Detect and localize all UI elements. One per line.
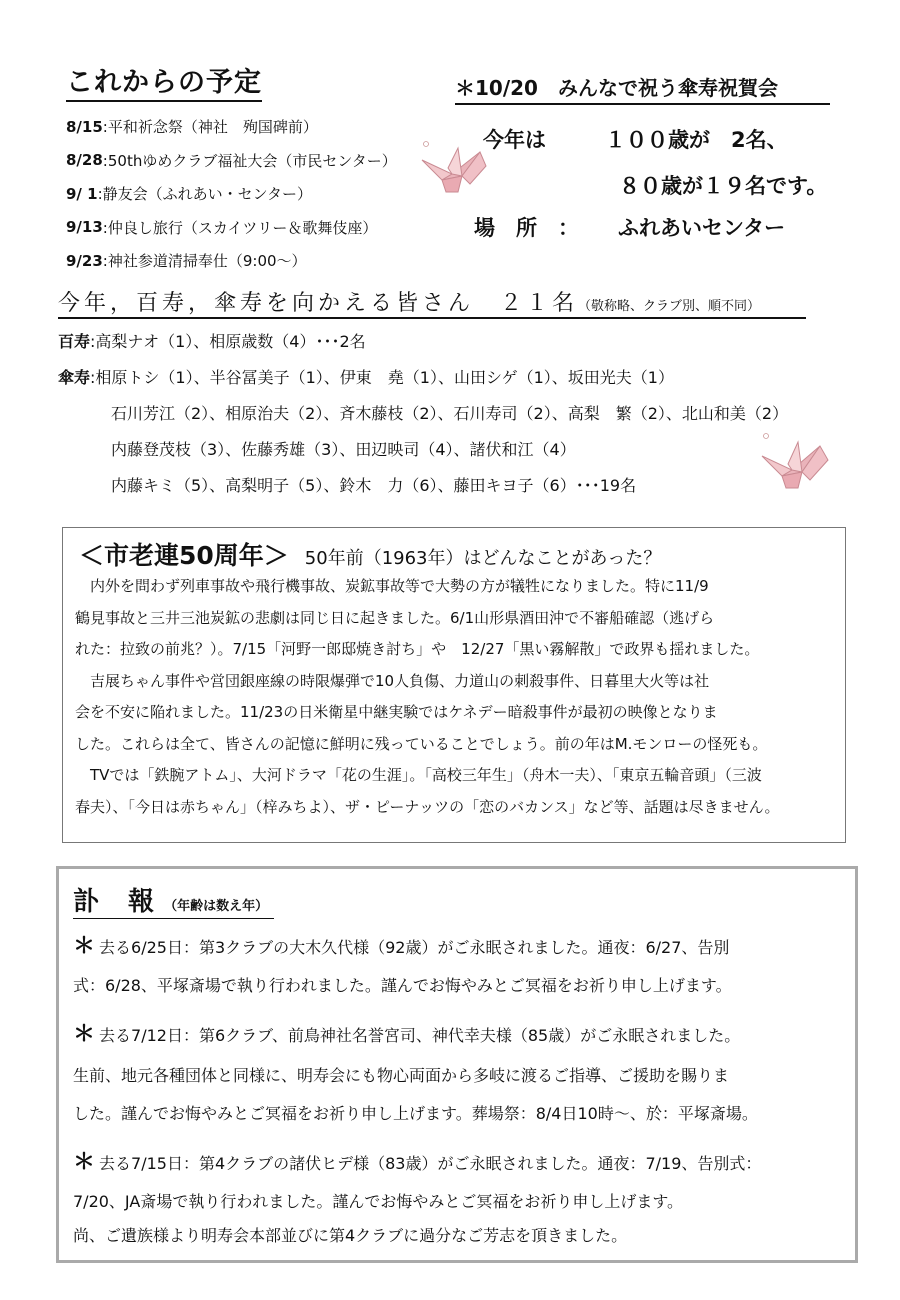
schedule-date: 9/13 — [66, 218, 103, 237]
obituary-box — [56, 866, 858, 1263]
schedule-item — [66, 177, 446, 211]
anniversary-body — [75, 570, 839, 822]
sanju-row — [58, 466, 858, 502]
schedule-item — [66, 244, 446, 278]
anniversary-line: 鶴見事故と三井三池炭鉱の悲劇は同じ日に起きました。6/1山形県酒田沖で不審船確認（逃げら — [75, 608, 715, 627]
schedule-item — [66, 144, 446, 178]
anniversary-subtitle: 50年前（1963年）はどんなことがあった？ — [304, 548, 662, 569]
anniversary-line: 会を不安に陥れました。11/23の日米衛星中継実験ではケネデー暗殺事件が最初の映像となりま — [75, 703, 718, 722]
paper-crane-icon — [418, 140, 490, 198]
schedule-text: :平和祈念祭（神社 殉国碑前） — [102, 118, 318, 137]
schedule-text: :50thゆめクラブ福祉大会（市民センター） — [102, 151, 397, 170]
event-line-label: 今年は — [483, 128, 546, 152]
event-place-value: ふれあいセンター — [618, 216, 786, 240]
sanju-row — [58, 430, 858, 466]
sanju-names: 内藤登茂枝（3）、佐藤秀雄（3）、田辺映司（4）、諸伏和江（4） — [111, 439, 576, 459]
hyakuju-label: 百寿 — [58, 331, 91, 351]
anniversary-title-row — [79, 536, 661, 572]
schedule-date: 9/23 — [66, 251, 103, 270]
event-heading: ＊10/20 みんなで祝う傘寿祝賀会 — [455, 72, 830, 105]
event-line-eighty-count: ８０歳が１９名です。 — [619, 174, 828, 198]
celebrants-heading-note: （敬称略、クラブ別、順不同） — [578, 299, 761, 314]
obituary-text: 去る7/12日：第6クラブ、前鳥神社名誉宮司、神代幸夫様（85歳）がご永眠されました。 — [99, 1026, 741, 1045]
sanju-names: 石川芳江（2）、相原治夫（2）、斉木藤枝（2）、石川寿司（2）、高梨 繁（2）、北山和美（2） — [111, 403, 789, 423]
hyakuju-row — [58, 322, 858, 358]
obituary-entry-line — [73, 929, 729, 960]
anniversary-line: 内外を問わず列車事故や飛行機事故、炭鉱事故等で大勢の方が犠牲になりました。特に11/9 — [75, 577, 709, 596]
obituary-entry-line: 尚、ご遺族様より明寿会本部並びに第4クラブに過分なご芳志を頂きました。 — [73, 1226, 628, 1245]
schedule-item — [66, 211, 446, 245]
asterisk-icon: ＊ — [73, 1150, 96, 1175]
anniversary-line: 春夫）、「今日は赤ちゃん」（梓みちよ）、ザ・ピーナッツの「恋のバカンス」など等、話題は尽きません。 — [75, 797, 780, 816]
schedule-heading: これからの予定 — [66, 60, 262, 102]
sanju-names: :相原トシ（1）、半谷冨美子（1）、伊東 堯（1）、山田シゲ（1）、坂田光夫（1） — [90, 367, 674, 387]
anniversary-line: した。これらは全て、皆さんの記憶に鮮明に残っていることでしょう。前の年はM.モンローの怪死も。 — [75, 734, 768, 753]
obituary-note: （年齢は数え年） — [164, 899, 269, 914]
schedule-text: :静友会（ふれあい・センター） — [97, 185, 313, 204]
obituary-title: 訃 報 — [73, 887, 165, 917]
obituary-entry-line: した。謹んでお悔やみとご冥福をお祈り申し上げます。葬場祭：8/4日10時〜、於：平塚斎場。 — [73, 1104, 758, 1123]
schedule-item — [66, 110, 446, 144]
sanju-names: 内藤キミ（5）、高梨明子（5）、鈴木 力（6）、藤田キヨ子（6）･･･19名 — [111, 475, 637, 495]
sanju-label: 傘寿 — [58, 367, 91, 387]
schedule-date: 8/15 — [66, 117, 103, 136]
schedule-text: :仲良し旅行（スカイツリー＆歌舞伎座） — [102, 218, 378, 237]
obituary-entry-line: 式：6/28、平塚斎場で執り行われました。謹んでお悔やみとご冥福をお祈り申し上げます。 — [73, 976, 732, 995]
celebrants-heading-text: 今年，百寿，傘寿を向かえる皆さん ２１名 — [58, 291, 579, 316]
event-place-label: 場 所 ： — [474, 216, 579, 240]
obituary-text: 去る7/15日：第4クラブの諸伏ヒデ様（83歳）がご永眠されました。通夜：7/19、告別式： — [99, 1154, 762, 1173]
schedule-date: 9/ 1 — [66, 184, 98, 203]
hyakuju-names: :高梨ナオ（1）、相原歳数（4）･･･2名 — [90, 331, 366, 351]
event-line-centenarian-count: １００歳が 2名、 — [605, 128, 788, 152]
sanju-row — [58, 394, 858, 430]
obituary-entry-line — [73, 1145, 761, 1176]
anniversary-line: TVでは「鉄腕アトム」、大河ドラマ「花の生涯」。「高校三年生」（舟木一夫）、「東京五輪音頭」（三波 — [75, 766, 762, 785]
obituary-entry-line: 生前、地元各種団体と同様に、明寿会にも物心両面から多岐に渡るご指導、ご援助を賜りま — [73, 1066, 730, 1085]
asterisk-icon: ＊ — [73, 934, 96, 959]
asterisk-icon: ＊ — [73, 1022, 96, 1047]
celebrants-list — [58, 322, 858, 502]
anniversary-title: ＜市老連50周年＞ — [79, 541, 289, 570]
schedule-text: :神社参道清掃奉仕（9:00〜） — [102, 252, 307, 271]
schedule-date: 8/28 — [66, 151, 103, 170]
obituary-entry-line: 7/20、JA斎場で執り行われました。謹んでお悔やみとご冥福をお祈り申し上げます。 — [73, 1192, 684, 1211]
anniversary-line: 吉展ちゃん事件や営団銀座線の時限爆弾で10人負傷、力道山の刺殺事件、日暮里大火等は社 — [75, 671, 710, 690]
schedule-list — [66, 110, 446, 278]
paper-crane-icon — [760, 432, 832, 492]
obituary-entry-line — [73, 1017, 740, 1048]
sanju-row — [58, 358, 858, 394]
anniversary-line: れた：拉致の前兆？）。7/15「河野一郎邸焼き討ち」や 12/27「黒い霧解散」で政界も揺れました。 — [75, 640, 760, 659]
anniversary-box — [62, 527, 846, 843]
celebrants-heading — [58, 286, 806, 319]
obituary-title-row — [73, 881, 274, 919]
obituary-text: 去る6/25日：第3クラブの大木久代様（92歳）がご永眠されました。通夜：6/27、告別 — [99, 938, 730, 957]
